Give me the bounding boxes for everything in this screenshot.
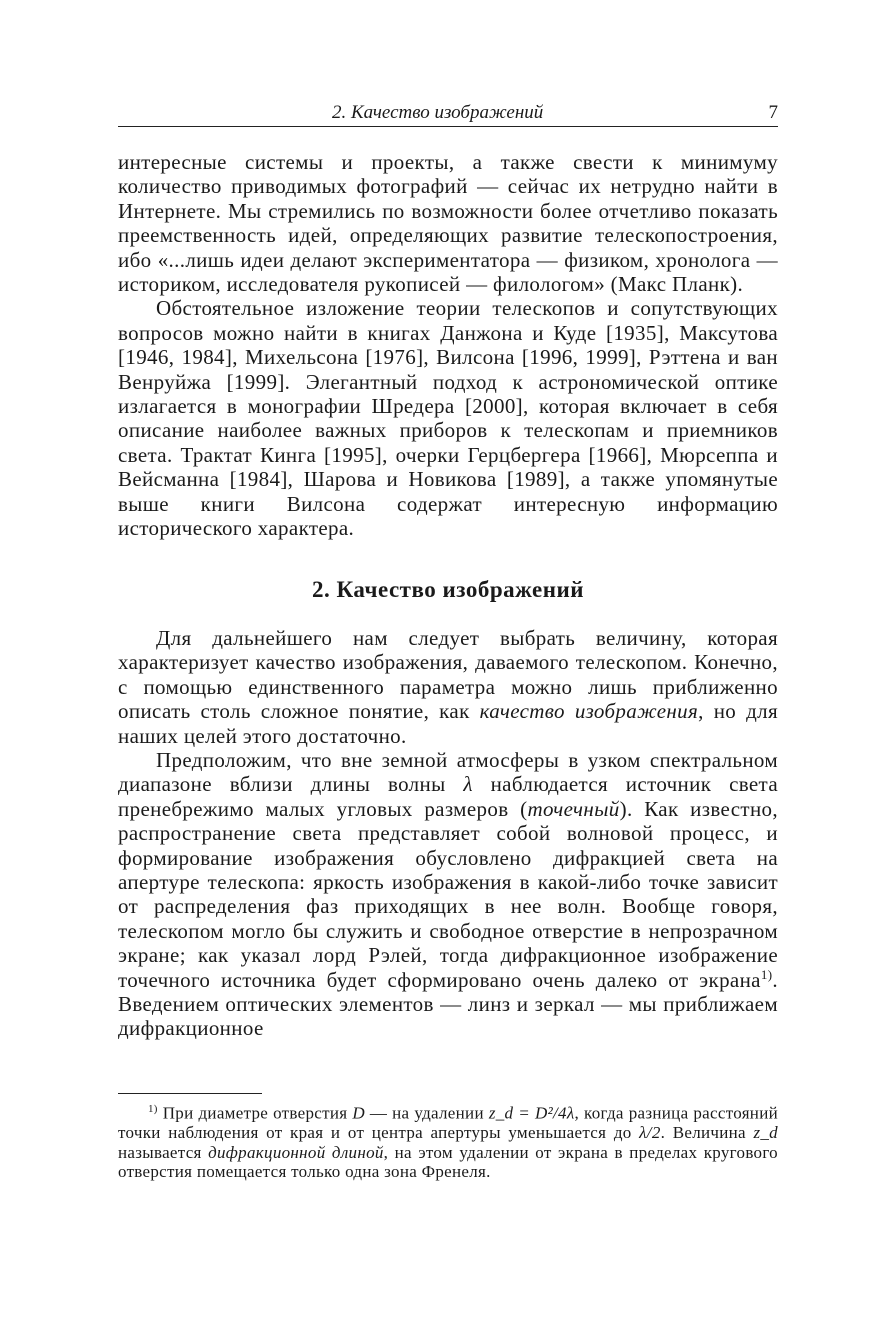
emphasis-term: качество изображения [479, 699, 699, 724]
text-run: , но для наших целей этого достаточно. [118, 699, 778, 748]
math-lambda: λ [463, 772, 473, 797]
math-D: D [352, 1103, 365, 1123]
text-run: наблюдается источник света пренебрежимо малых угловых размеров ( [118, 772, 779, 821]
text-run: , на этом удалении от экрана в пределах кругового отверстия помещается только одна зона Френеля. [118, 1142, 778, 1182]
text-run: . Величина [660, 1123, 754, 1143]
paragraph-point-source [118, 748, 778, 1041]
running-title: 2. Качество изображений [332, 102, 544, 123]
text-run: — на удалении [364, 1103, 489, 1123]
paragraph-continued: интересные системы и проекты, а также свести к минимуму количество приводимых фотографий — сейчас их нетрудно найти в Интернете. Мы стремились по возможности более отчетливо показать преемственность идей, определяющих развитие телескопостроения, ибо «...лишь идеи делают экспериментатора — физиком, хронолога — историком, исследователя рукописей — филологом» (Макс Планк). [118, 150, 778, 297]
section-heading: 2. Качество изображений [312, 576, 584, 602]
page-number: 7 [768, 102, 778, 123]
text-run: , когда разница расстояний точки наблюдения от края и от центра апертуры уменьшается до [118, 1103, 779, 1143]
footnote-text [118, 1100, 778, 1182]
running-header [118, 100, 778, 127]
math-formula-half-lambda: λ/2 [639, 1123, 661, 1143]
math-formula-zd: z_d = D²/4λ [488, 1103, 575, 1123]
footnote-reference[interactable]: 1) [760, 966, 773, 982]
emphasis-term: дифракционной длиной [208, 1142, 384, 1162]
text-run: ). Как известно, распространение света представляет собой волновой процесс, и формирование изображения обусловлено дифракцией света на апертуре телескопа: яркость изображения в какой-либо точке зависит от распределения фаз приходящих в нее волн. Вообще говоря, телескопом могло бы служить и свободное отверстие в непрозрачном экране; как указал лорд Рэлей, тогда дифракционное изображение точечного источника будет сформировано очень далеко от экрана [118, 796, 778, 992]
text-run: . Введением оптических элементов — линз и зеркал — мы приближаем дифракционное [118, 967, 778, 1041]
math-zd: z_d [753, 1123, 778, 1143]
main-text [118, 150, 778, 1041]
paragraph-references: Обстоятельное изложение теории телескопов и сопутствующих вопросов можно найти в книгах Данжона и Куде [1935], Максутова [1946, 1984], Михельсона [1976], Вилсона [1996, 1999], Рэттена и ван Венруйжа [1999]. Элегантный подход к астрономической оптике излагается в монографии Шредера [2000], которая включает в себя описание наиболее важных приборов к телескопам и приемников света. Трактат Кинга [1995], очерки Герцбергера [1966], Мюрсеппа и Вейсманна [1984], Шарова и Новикова [1989], а также упомянутые выше книги Вилсона содержат интересную информацию исторического характера. [118, 296, 778, 541]
footnote-divider [118, 1093, 262, 1094]
footnote-mark: 1) [148, 1103, 158, 1115]
footnote [118, 1100, 778, 1182]
text-run: называется [118, 1142, 209, 1162]
text-run: Предположим, что вне земной атмосферы в узком спектральном диапазоне вблизи длины волны [118, 747, 778, 797]
text-run: При диаметре отверстия [157, 1103, 353, 1123]
emphasis-term: точечный [527, 796, 620, 821]
paragraph-image-quality [118, 626, 778, 748]
text-run: Для дальнейшего нам следует выбрать величину, которая характеризует качество изображения, даваемого телескопом. Конечно, с помощью единственного параметра можно лишь приближенно описать столь сложное понятие, как [118, 625, 778, 724]
